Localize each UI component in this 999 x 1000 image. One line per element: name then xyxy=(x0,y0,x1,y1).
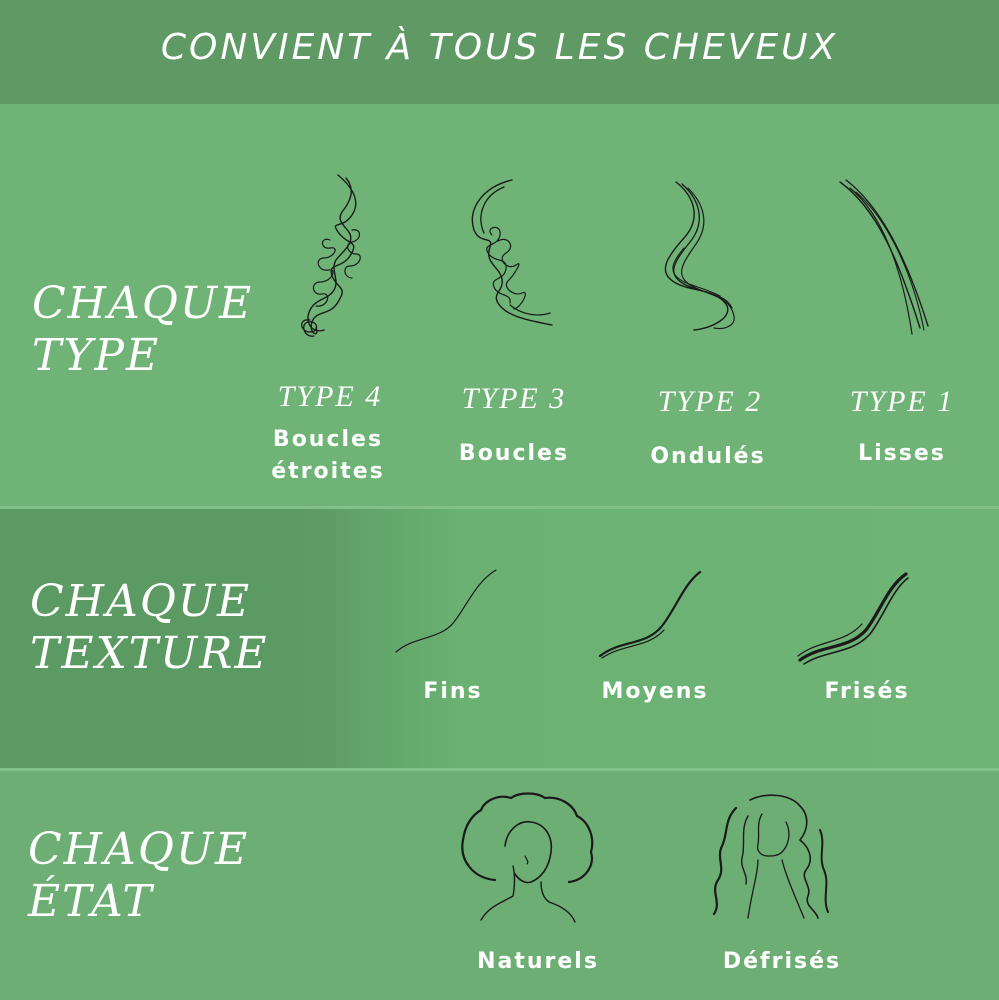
etat-section-title xyxy=(28,824,249,928)
fine-texture-label: Fins xyxy=(423,679,483,704)
medium-texture-label: Moyens xyxy=(601,679,709,704)
curl-icon xyxy=(462,175,562,335)
natural-state-label: Naturels xyxy=(477,949,599,974)
type-2-label: TYPE 2 xyxy=(657,385,763,418)
type-3-label: TYPE 3 xyxy=(461,382,567,415)
tight-curl-icon xyxy=(290,170,370,345)
page-title: CONVIENT À TOUS LES CHEVEUX xyxy=(160,26,839,68)
type-1-label: TYPE 1 xyxy=(849,385,955,418)
type-section-title xyxy=(32,278,253,382)
type-4-label: TYPE 4 xyxy=(277,380,383,413)
type-section-title-line1: CHAQUE xyxy=(32,278,254,329)
etat-section-title-line2: ÉTAT xyxy=(28,876,154,927)
long-wavy-head-icon xyxy=(700,790,835,925)
type-1-description: Lisses xyxy=(858,441,946,466)
fine-strand-icon xyxy=(392,566,502,658)
texture-section-title-line1: CHAQUE xyxy=(30,576,252,627)
coarse-strand-icon xyxy=(796,570,911,666)
type-3-description: Boucles xyxy=(458,441,570,466)
header-banner xyxy=(0,0,999,104)
type-4-description xyxy=(243,424,413,488)
relaxed-state-label: Défrisés xyxy=(722,949,842,974)
type-section-title-line2: TYPE xyxy=(32,330,161,381)
texture-section-title xyxy=(30,576,268,680)
medium-strand-icon xyxy=(596,568,706,660)
type-4-description-line2: étroites xyxy=(271,459,385,484)
straight-hair-icon xyxy=(836,178,936,338)
section-divider xyxy=(0,506,999,509)
wave-icon xyxy=(654,178,744,338)
section-divider xyxy=(0,768,999,771)
type-4-description-line1: Boucles xyxy=(272,427,384,452)
type-2-description: Ondulés xyxy=(650,444,766,469)
coarse-texture-label: Frisés xyxy=(824,679,910,704)
afro-head-icon xyxy=(455,790,600,925)
etat-section-title-line1: CHAQUE xyxy=(28,824,250,875)
texture-section-title-line2: TEXTURE xyxy=(30,628,269,679)
